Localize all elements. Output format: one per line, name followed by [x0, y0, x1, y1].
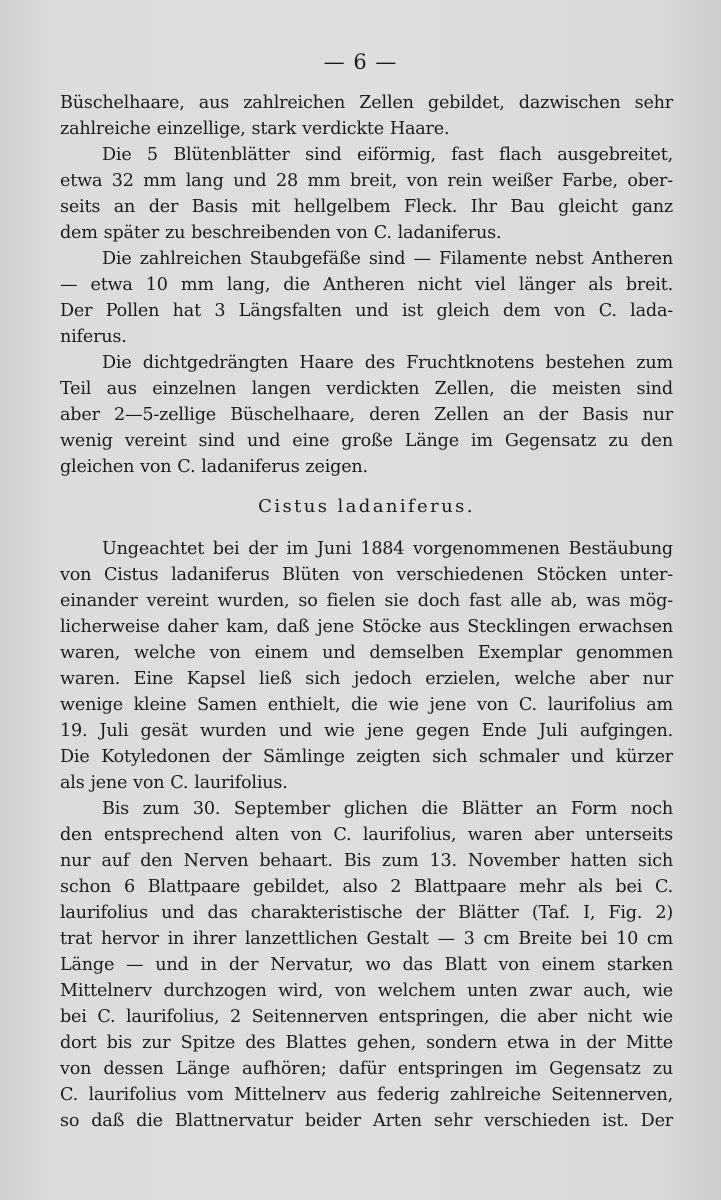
paragraph-2: [60, 142, 673, 246]
text-line: 19. Juli gesät wurden und wie jene gegen Ende Juli aufgingen.: [60, 721, 673, 741]
text-line: von dessen Länge aufhören; dafür entspringen im Gegensatz zu: [60, 1059, 673, 1079]
text-line: als jene von C. laurifolius.: [60, 773, 288, 793]
text-line: Ungeachtet bei der im Juni 1884 vorgenommenen Bestäubung: [102, 539, 673, 559]
text-line: trat hervor in ihrer lanzettlichen Gestalt — 3 cm Breite bei 10 cm: [60, 929, 673, 949]
text-line: Die 5 Blütenblätter sind eiförmig, fast flach ausgebreitet,: [102, 145, 673, 165]
text-line: Die Kotyledonen der Sämlinge zeigten sich schmaler und kürzer: [60, 747, 673, 767]
text-line: aber 2—5-zellige Büschelhaare, deren Zellen an der Basis nur: [60, 405, 673, 425]
paragraph-5: [60, 536, 673, 796]
text-line: zahlreiche einzellige, stark verdickte Haare.: [60, 119, 450, 139]
paragraph-4: [60, 350, 673, 480]
text-line: etwa 32 mm lang und 28 mm breit, von rein weißer Farbe, ober-: [60, 171, 673, 191]
text-line: von Cistus ladaniferus Blüten von verschiedenen Stöcken unter-: [60, 565, 673, 585]
text-line: seits an der Basis mit hellgelbem Fleck. Ihr Bau gleicht ganz: [60, 197, 673, 217]
text-line: gleichen von C. ladaniferus zeigen.: [60, 457, 368, 477]
text-line: Teil aus einzelnen langen verdickten Zellen, die meisten sind: [60, 379, 673, 399]
text-line: licherweise daher kam, daß jene Stöcke aus Stecklingen erwachsen: [60, 617, 673, 637]
page-number: — 6 —: [323, 50, 398, 74]
text-line: niferus.: [60, 327, 127, 347]
text-line: schon 6 Blattpaare gebildet, also 2 Blattpaare mehr als bei C.: [60, 877, 673, 897]
text-line: Der Pollen hat 3 Längsfalten und ist gleich dem von C. lada-: [60, 301, 673, 321]
text-line: — etwa 10 mm lang, die Antheren nicht viel länger als breit.: [60, 275, 673, 295]
text-line: bei C. laurifolius, 2 Seitennerven entspringen, die aber nicht wie: [60, 1007, 673, 1027]
text-line: Mittelnerv durchzogen wird, von welchem unten zwar auch, wie: [60, 981, 673, 1001]
text-line: waren, welche von einem und demselben Exemplar genommen: [60, 643, 673, 663]
paragraph-3: [60, 246, 673, 350]
section-heading: Cistus ladaniferus.: [258, 496, 475, 517]
text-line: so daß die Blattnervatur beider Arten sehr verschieden ist. Der: [60, 1111, 673, 1131]
paragraph-1: [60, 90, 673, 142]
text-line: dort bis zur Spitze des Blattes gehen, sondern etwa in der Mitte: [60, 1033, 673, 1053]
paragraph-6: [60, 796, 673, 1134]
text-line: C. laurifolius vom Mittelnerv aus federig zahlreiche Seitennerven,: [60, 1085, 673, 1105]
text-line: den entsprechend alten von C. laurifolius, waren aber unterseits: [60, 825, 673, 845]
text-line: wenig vereint sind und eine große Länge im Gegensatz zu den: [60, 431, 673, 451]
text-line: Büschelhaare, aus zahlreichen Zellen gebildet, dazwischen sehr: [60, 93, 673, 113]
text-line: nur auf den Nerven behaart. Bis zum 13. November hatten sich: [60, 851, 673, 871]
text-line: dem später zu beschreibenden von C. ladaniferus.: [60, 223, 502, 243]
body-text: [60, 90, 673, 1134]
text-line: Bis zum 30. September glichen die Blätter an Form noch: [102, 799, 673, 819]
text-line: laurifolius und das charakteristische der Blätter (Taf. I, Fig. 2): [60, 903, 673, 923]
text-line: waren. Eine Kapsel ließ sich jedoch erzielen, welche aber nur: [60, 669, 673, 689]
text-line: einander vereint wurden, so fielen sie doch fast alle ab, was mög-: [60, 591, 673, 611]
text-line: Länge — und in der Nervatur, wo das Blatt von einem starken: [60, 955, 673, 975]
text-line: Die dichtgedrängten Haare des Fruchtknotens bestehen zum: [102, 353, 673, 373]
text-line: wenige kleine Samen enthielt, die wie jene von C. laurifolius am: [60, 695, 673, 715]
text-line: Die zahlreichen Staubgefäße sind — Filamente nebst Antheren: [102, 249, 673, 269]
